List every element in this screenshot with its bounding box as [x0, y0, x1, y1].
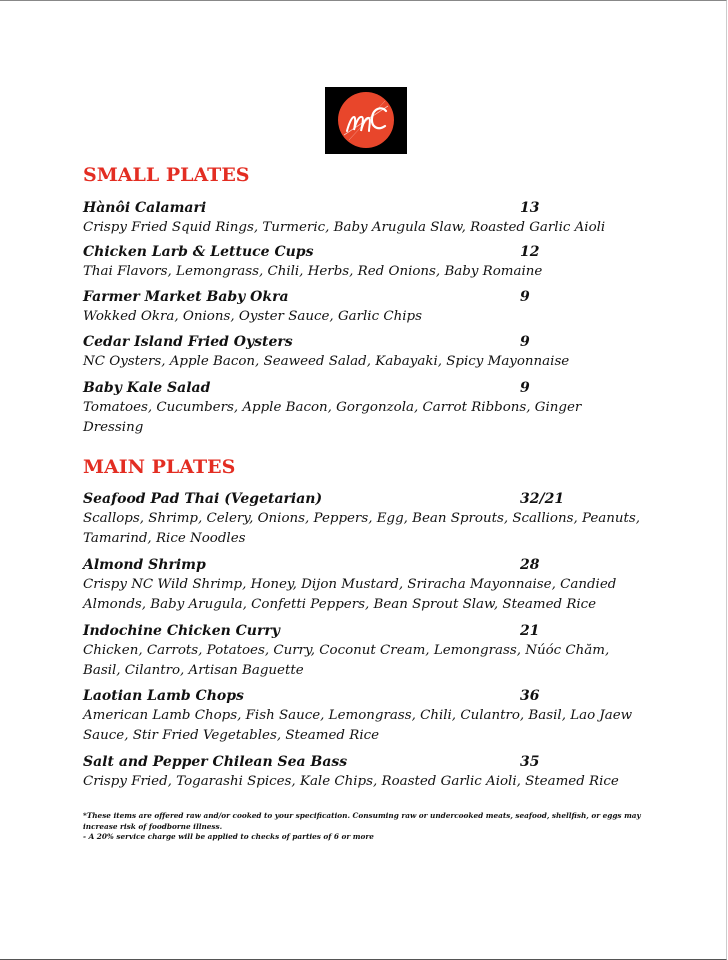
section-title-main-plates: MAIN PLATES — [83, 456, 236, 478]
item-name: Almond Shrimp — [83, 557, 206, 573]
item-description: Crispy Fried, Togarashi Spices, Kale Chips, Roasted Garlic Aioli, Steamed Rice — [83, 774, 619, 789]
menu-item — [83, 378, 643, 438]
item-price: 9 — [520, 289, 530, 305]
item-price: 28 — [520, 557, 540, 573]
restaurant-logo — [325, 87, 407, 154]
item-description: Chicken, Carrots, Potatoes, Curry, Coconut Cream, Lemongrass, Núóc Chăm, Basil, Cilantro, Artisan Baguette — [83, 643, 610, 678]
item-name: Seafood Pad Thai (Vegetarian) — [83, 491, 323, 507]
menu-item — [83, 686, 643, 746]
menu-item — [83, 198, 643, 238]
logo-mark-icon — [325, 87, 407, 154]
item-description: Scallops, Shrimp, Celery, Onions, Peppers, Egg, Bean Sprouts, Scallions, Peanuts, Tamarind, Rice Noodles — [83, 511, 641, 546]
item-name: Chicken Larb & Lettuce Cups — [83, 244, 314, 260]
item-price: 9 — [520, 380, 530, 396]
item-description: Thai Flavors, Lemongrass, Chili, Herbs, Red Onions, Baby Romaine — [83, 264, 543, 279]
item-name: Farmer Market Baby Okra — [83, 289, 289, 305]
menu-item — [83, 555, 643, 615]
item-price: 9 — [520, 334, 530, 350]
menu-item — [83, 752, 643, 792]
item-description: NC Oysters, Apple Bacon, Seaweed Salad, Kabayaki, Spicy Mayonnaise — [83, 354, 570, 369]
item-price: 13 — [520, 200, 540, 216]
item-description: Tomatoes, Cucumbers, Apple Bacon, Gorgonzola, Carrot Ribbons, Ginger Dressing — [83, 400, 582, 435]
menu-item — [83, 621, 643, 681]
section-title-small-plates: SMALL PLATES — [83, 164, 250, 186]
item-name: Baby Kale Salad — [83, 380, 211, 396]
menu-item — [83, 332, 643, 372]
item-name: Indochine Chicken Curry — [83, 623, 280, 639]
item-price: 36 — [520, 688, 540, 704]
item-name: Hànôi Calamari — [83, 200, 207, 216]
item-description: Crispy Fried Squid Rings, Turmeric, Baby Arugula Slaw, Roasted Garlic Aioli — [83, 220, 606, 235]
item-description: American Lamb Chops, Fish Sauce, Lemongrass, Chili, Culantro, Basil, Lao Jaew Sauce, Stir Fried Vegetables, Steamed Rice — [83, 708, 633, 743]
item-description: Crispy NC Wild Shrimp, Honey, Dijon Mustard, Sriracha Mayonnaise, Candied Almonds, Baby Arugula, Confetti Peppers, Bean Sprout Slaw, Steamed Rice — [83, 577, 617, 612]
footnotes — [83, 811, 653, 843]
item-price: 32/21 — [520, 491, 565, 507]
menu-item — [83, 242, 643, 282]
item-price: 12 — [520, 244, 540, 260]
item-name: Laotian Lamb Chops — [83, 688, 244, 704]
raw-food-warning: *These items are offered raw and/or cooked to your specification. Consuming raw or undercooked meats, seafood, shellfish, or eggs may increase risk of foodborne illness. — [83, 811, 641, 831]
service-charge-note: - A 20% service charge will be applied to checks of parties of 6 or more — [83, 832, 374, 841]
item-description: Wokked Okra, Onions, Oyster Sauce, Garlic Chips — [83, 309, 422, 324]
menu-item — [83, 489, 643, 549]
item-price: 21 — [520, 623, 540, 639]
item-price: 35 — [520, 754, 540, 770]
item-name: Cedar Island Fried Oysters — [83, 334, 293, 350]
item-name: Salt and Pepper Chilean Sea Bass — [83, 754, 348, 770]
menu-item — [83, 287, 643, 327]
